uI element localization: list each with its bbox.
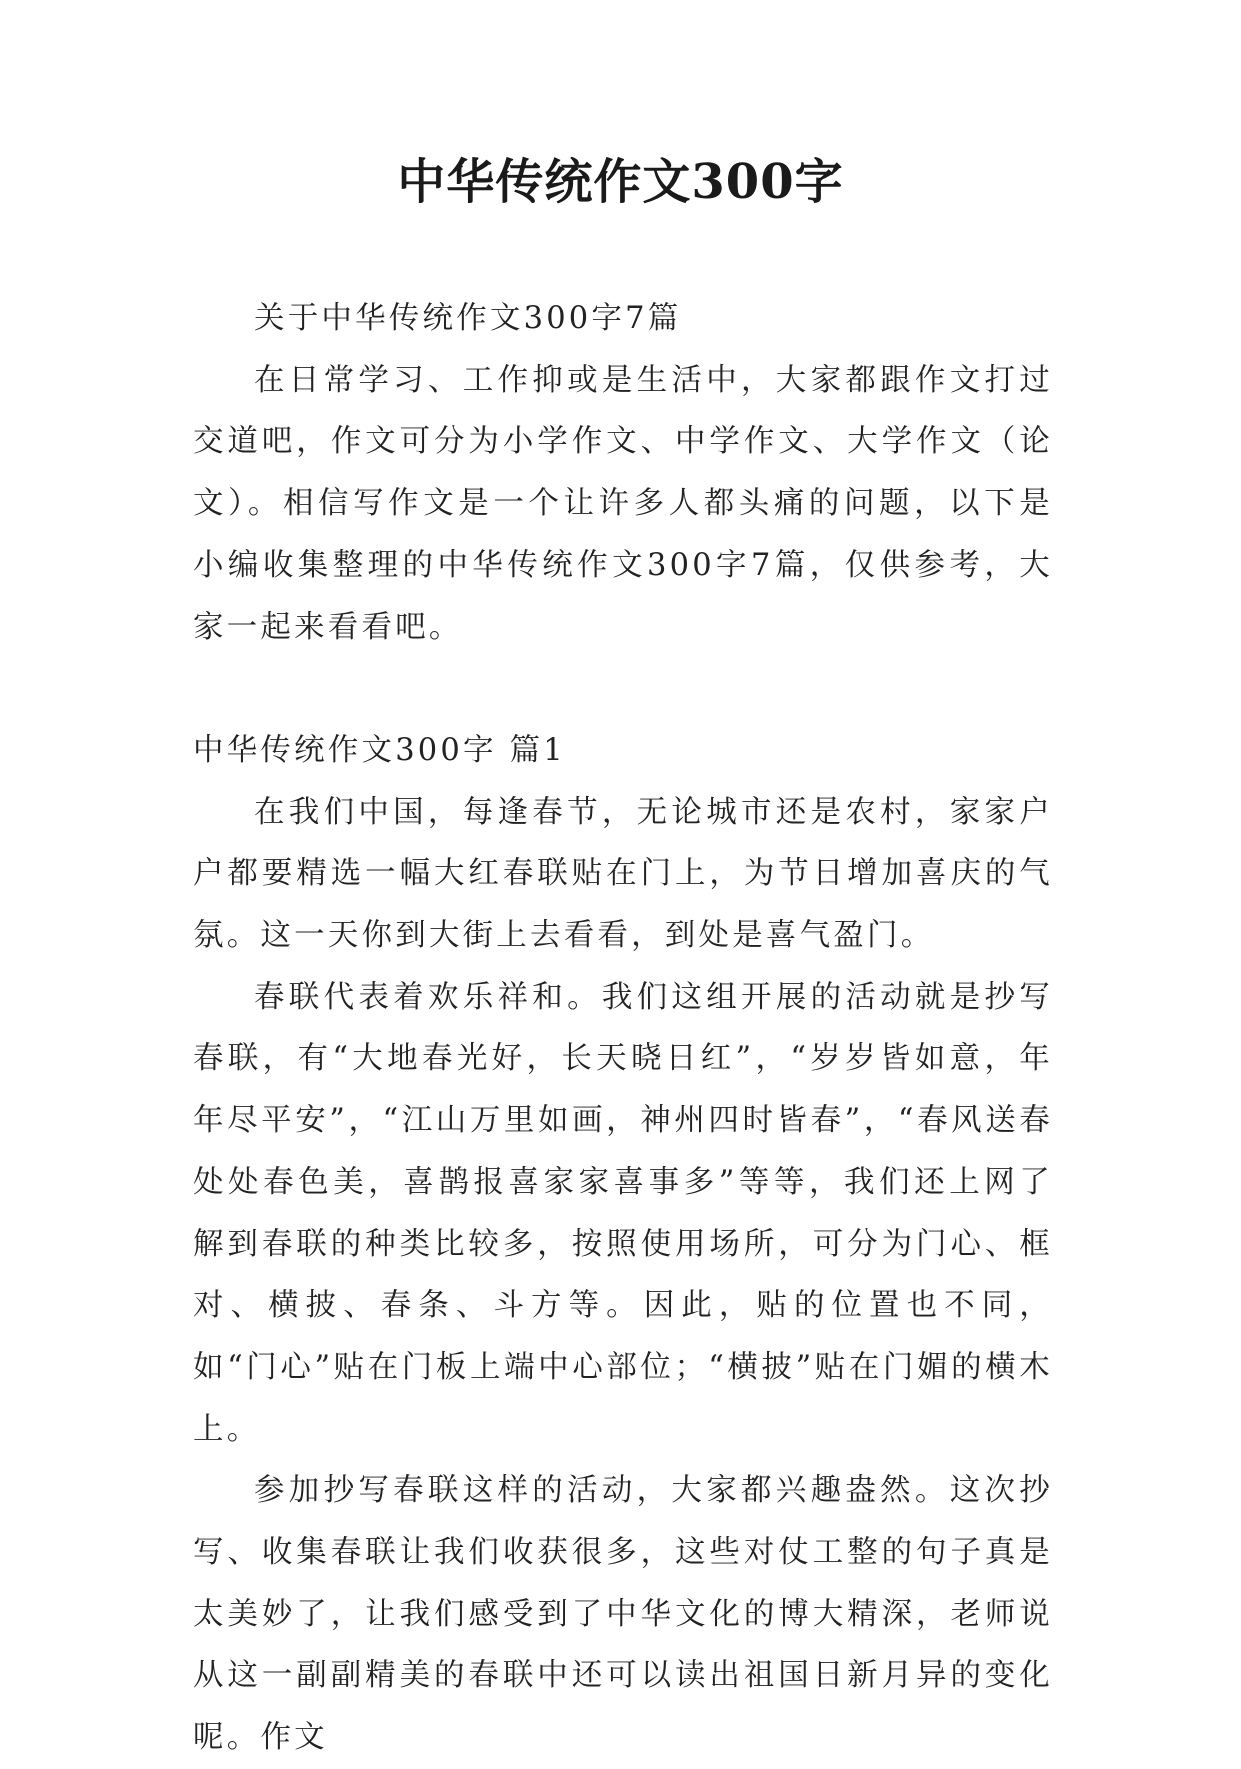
- document-body: [193, 288, 1053, 1769]
- body-paragraph-2: 春联代表着欢乐祥和。我们这组开展的活动就是抄写春联，有“大地春光好，长天晓日红”，“岁岁皆如意，年年尽平安”，“江山万里如画，神州四时皆春”，“春风送春处处春色美，喜鹊报喜家家喜事多”等等，我们还上网了解到春联的种类比较多，按照使用场所，可分为门心、框对、横披、春条、斗方等。因此，贴的位置也不同，如“门心”贴在门板上端中心部位；“横披”贴在门媚的横木上。: [193, 979, 1053, 1447]
- section-gap: [193, 658, 1053, 720]
- section-heading: 中华传统作文300字 篇1: [193, 732, 566, 768]
- intro-paragraph: 在日常学习、工作抑或是生活中，大家都跟作文打过交道吧，作文可分为小学作文、中学作文、大学作文（论文）。相信写作文是一个让许多人都头痛的问题，以下是小编收集整理的中华传统作文300字7篇，仅供参考，大家一起来看看吧。: [193, 362, 1053, 645]
- intro-heading: 关于中华传统作文300字7篇: [254, 301, 682, 336]
- body-paragraph-1: 在我们中国，每逢春节，无论城市还是农村，家家户户都要精选一幅大红春联贴在门上，为节日增加喜庆的气氛。这一天你到大街上去看看，到处是喜气盈门。: [193, 794, 1053, 954]
- body-paragraph-3: 参加抄写春联这样的活动，大家都兴趣盎然。这次抄写、收集春联让我们收获很多，这些对仗工整的句子真是太美妙了，让我们感受到了中华文化的博大精深，老师说从这一副副精美的春联中还可以读出祖国日新月异的变化呢。作文: [193, 1473, 1053, 1756]
- document-title: 中华传统作文300字: [397, 154, 844, 210]
